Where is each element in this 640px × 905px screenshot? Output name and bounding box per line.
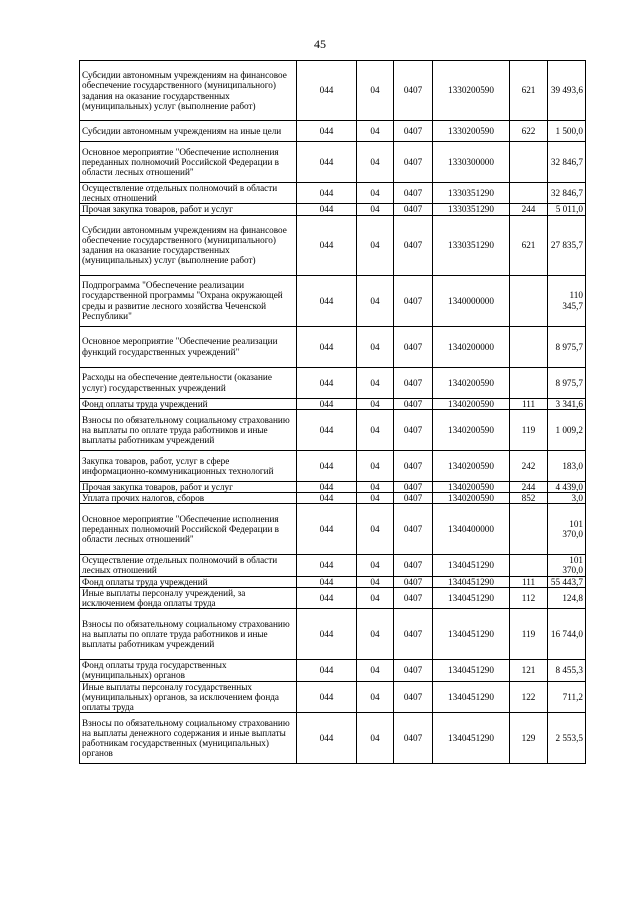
expense-name: Уплата прочих налогов, сборов <box>80 493 297 504</box>
subsection-code: 0407 <box>394 681 433 713</box>
subsection-code: 0407 <box>394 142 433 183</box>
subsection-code: 0407 <box>394 555 433 576</box>
subsection-code: 0407 <box>394 204 433 215</box>
expense-name: Фонд оплаты труда учреждений <box>80 398 297 409</box>
section-code: 04 <box>357 450 394 481</box>
amount: 101 370,0 <box>548 504 586 555</box>
amount: 8 975,7 <box>548 367 586 398</box>
target-article-code: 1340451290 <box>433 609 510 660</box>
table-row <box>80 204 586 215</box>
subsection-code: 0407 <box>394 493 433 504</box>
table-row <box>80 493 586 504</box>
expense-type-code: 119 <box>510 609 548 660</box>
expense-type-code <box>510 142 548 183</box>
section-code: 04 <box>357 713 394 764</box>
amount: 183,0 <box>548 450 586 481</box>
expense-type-code <box>510 555 548 576</box>
ministry-code: 044 <box>297 555 357 576</box>
ministry-code: 044 <box>297 409 357 450</box>
expense-type-code: 622 <box>510 121 548 142</box>
subsection-code: 0407 <box>394 409 433 450</box>
ministry-code: 044 <box>297 204 357 215</box>
section-code: 04 <box>357 504 394 555</box>
subsection-code: 0407 <box>394 61 433 121</box>
table-row <box>80 183 586 204</box>
target-article-code: 1340200000 <box>433 326 510 367</box>
expense-type-code <box>510 183 548 204</box>
subsection-code: 0407 <box>394 367 433 398</box>
section-code: 04 <box>357 398 394 409</box>
amount: 101 370,0 <box>548 555 586 576</box>
table-row <box>80 481 586 492</box>
section-code: 04 <box>357 493 394 504</box>
subsection-code: 0407 <box>394 609 433 660</box>
expense-type-code: 111 <box>510 398 548 409</box>
expense-name: Закупка товаров, работ, услуг в сфере информационно-коммуникационных технологий <box>80 450 297 481</box>
ministry-code: 044 <box>297 587 357 608</box>
amount: 711,2 <box>548 681 586 713</box>
expense-type-code <box>510 504 548 555</box>
expense-type-code: 242 <box>510 450 548 481</box>
expense-name: Взносы по обязательному социальному страхованию на выплаты по оплате труда работников и иные выплаты работникам учреждений <box>80 609 297 660</box>
amount: 39 493,6 <box>548 61 586 121</box>
table-row <box>80 609 586 660</box>
expense-name: Субсидии автономным учреждениям на иные цели <box>80 121 297 142</box>
table-row <box>80 504 586 555</box>
budget-table <box>79 60 586 764</box>
amount: 3 341,6 <box>548 398 586 409</box>
ministry-code: 044 <box>297 493 357 504</box>
table-row <box>80 275 586 326</box>
section-code: 04 <box>357 409 394 450</box>
expense-name: Субсидии автономным учреждениям на финансовое обеспечение государственного (муниципального) задания на оказание государственных (муниципальных) услуг (выполнение работ) <box>80 61 297 121</box>
subsection-code: 0407 <box>394 576 433 587</box>
expense-name: Основное мероприятие "Обеспечение исполнения переданных полномочий Российской Федерации в области лесных отношений" <box>80 142 297 183</box>
ministry-code: 044 <box>297 504 357 555</box>
amount: 1 009,2 <box>548 409 586 450</box>
target-article-code: 1340200590 <box>433 409 510 450</box>
target-article-code: 1340451290 <box>433 713 510 764</box>
target-article-code: 1330200590 <box>433 61 510 121</box>
target-article-code: 1330300000 <box>433 142 510 183</box>
section-code: 04 <box>357 555 394 576</box>
subsection-code: 0407 <box>394 660 433 681</box>
section-code: 04 <box>357 326 394 367</box>
expense-name: Прочая закупка товаров, работ и услуг <box>80 204 297 215</box>
table-row <box>80 367 586 398</box>
amount: 5 011,0 <box>548 204 586 215</box>
ministry-code: 044 <box>297 481 357 492</box>
ministry-code: 044 <box>297 713 357 764</box>
amount: 3,0 <box>548 493 586 504</box>
expense-type-code <box>510 275 548 326</box>
table-row <box>80 215 586 275</box>
ministry-code: 044 <box>297 142 357 183</box>
section-code: 04 <box>357 681 394 713</box>
ministry-code: 044 <box>297 183 357 204</box>
amount: 8 975,7 <box>548 326 586 367</box>
target-article-code: 1340200590 <box>433 481 510 492</box>
subsection-code: 0407 <box>394 121 433 142</box>
subsection-code: 0407 <box>394 504 433 555</box>
table-row <box>80 587 586 608</box>
amount: 32 846,7 <box>548 183 586 204</box>
expense-name: Основное мероприятие "Обеспечение реализации функций государственных учреждений" <box>80 326 297 367</box>
page-number: 45 <box>314 37 326 51</box>
ministry-code: 044 <box>297 215 357 275</box>
target-article-code: 1330351290 <box>433 204 510 215</box>
ministry-code: 044 <box>297 326 357 367</box>
target-article-code: 1340200590 <box>433 367 510 398</box>
target-article-code: 1330200590 <box>433 121 510 142</box>
amount: 27 835,7 <box>548 215 586 275</box>
subsection-code: 0407 <box>394 326 433 367</box>
target-article-code: 1330351290 <box>433 183 510 204</box>
section-code: 04 <box>357 587 394 608</box>
subsection-code: 0407 <box>394 215 433 275</box>
table-row <box>80 61 586 121</box>
expense-name: Расходы на обеспечение деятельности (оказание услуг) государственных учреждений <box>80 367 297 398</box>
ministry-code: 044 <box>297 121 357 142</box>
table-row <box>80 450 586 481</box>
expense-type-code: 621 <box>510 61 548 121</box>
expense-type-code: 121 <box>510 660 548 681</box>
expense-type-code: 852 <box>510 493 548 504</box>
target-article-code: 1340000000 <box>433 275 510 326</box>
expense-type-code: 111 <box>510 576 548 587</box>
amount: 1 500,0 <box>548 121 586 142</box>
amount: 2 553,5 <box>548 713 586 764</box>
expense-name: Осуществление отдельных полномочий в области лесных отношений <box>80 555 297 576</box>
expense-type-code: 129 <box>510 713 548 764</box>
amount: 55 443,7 <box>548 576 586 587</box>
expense-type-code: 112 <box>510 587 548 608</box>
table-row <box>80 121 586 142</box>
target-article-code: 1340451290 <box>433 587 510 608</box>
ministry-code: 044 <box>297 450 357 481</box>
expense-type-code <box>510 367 548 398</box>
target-article-code: 1340200590 <box>433 398 510 409</box>
ministry-code: 044 <box>297 398 357 409</box>
section-code: 04 <box>357 481 394 492</box>
expense-name: Иные выплаты персоналу государственных (муниципальных) органов, за исключением фонда оплаты труда <box>80 681 297 713</box>
section-code: 04 <box>357 576 394 587</box>
amount: 32 846,7 <box>548 142 586 183</box>
section-code: 04 <box>357 61 394 121</box>
amount: 124,8 <box>548 587 586 608</box>
amount: 16 744,0 <box>548 609 586 660</box>
target-article-code: 1340451290 <box>433 660 510 681</box>
table-row <box>80 409 586 450</box>
expense-name: Прочая закупка товаров, работ и услуг <box>80 481 297 492</box>
target-article-code: 1340451290 <box>433 576 510 587</box>
target-article-code: 1330351290 <box>433 215 510 275</box>
table-row <box>80 660 586 681</box>
table-row <box>80 398 586 409</box>
subsection-code: 0407 <box>394 450 433 481</box>
subsection-code: 0407 <box>394 587 433 608</box>
section-code: 04 <box>357 609 394 660</box>
expense-type-code: 244 <box>510 481 548 492</box>
ministry-code: 044 <box>297 681 357 713</box>
section-code: 04 <box>357 275 394 326</box>
expense-type-code: 621 <box>510 215 548 275</box>
subsection-code: 0407 <box>394 398 433 409</box>
target-article-code: 1340200590 <box>433 493 510 504</box>
expense-name: Фонд оплаты труда учреждений <box>80 576 297 587</box>
target-article-code: 1340400000 <box>433 504 510 555</box>
expense-type-code: 119 <box>510 409 548 450</box>
expense-name: Взносы по обязательному социальному страхованию на выплаты по оплате труда работников и иные выплаты работникам учреждений <box>80 409 297 450</box>
target-article-code: 1340451290 <box>433 555 510 576</box>
expense-name: Фонд оплаты труда государственных (муниципальных) органов <box>80 660 297 681</box>
table-row <box>80 576 586 587</box>
amount: 110 345,7 <box>548 275 586 326</box>
subsection-code: 0407 <box>394 713 433 764</box>
expense-type-code: 244 <box>510 204 548 215</box>
amount: 4 439,0 <box>548 481 586 492</box>
expense-name: Субсидии автономным учреждениям на финансовое обеспечение государственного (муниципального) задания на оказание государственных (муниципальных) услуг (выполнение работ) <box>80 215 297 275</box>
table-row <box>80 713 586 764</box>
section-code: 04 <box>357 142 394 183</box>
subsection-code: 0407 <box>394 481 433 492</box>
section-code: 04 <box>357 121 394 142</box>
table-row <box>80 142 586 183</box>
ministry-code: 044 <box>297 660 357 681</box>
ministry-code: 044 <box>297 609 357 660</box>
ministry-code: 044 <box>297 275 357 326</box>
section-code: 04 <box>357 215 394 275</box>
amount: 8 455,3 <box>548 660 586 681</box>
ministry-code: 044 <box>297 61 357 121</box>
expense-type-code <box>510 326 548 367</box>
subsection-code: 0407 <box>394 183 433 204</box>
expense-type-code: 122 <box>510 681 548 713</box>
section-code: 04 <box>357 660 394 681</box>
subsection-code: 0407 <box>394 275 433 326</box>
target-article-code: 1340200590 <box>433 450 510 481</box>
expense-name: Иные выплаты персоналу учреждений, за исключением фонда оплаты труда <box>80 587 297 608</box>
expense-name: Основное мероприятие "Обеспечение исполнения переданных полномочий Российской Федерации в области лесных отношений" <box>80 504 297 555</box>
section-code: 04 <box>357 367 394 398</box>
section-code: 04 <box>357 204 394 215</box>
table-row <box>80 555 586 576</box>
expense-name: Подпрограмма "Обеспечение реализации государственной программы "Охрана окружающей среды и развитие лесного хозяйства Чеченской Республики" <box>80 275 297 326</box>
ministry-code: 044 <box>297 367 357 398</box>
ministry-code: 044 <box>297 576 357 587</box>
section-code: 04 <box>357 183 394 204</box>
table-row <box>80 326 586 367</box>
target-article-code: 1340451290 <box>433 681 510 713</box>
table-row <box>80 681 586 713</box>
expense-name: Взносы по обязательному социальному страхованию на выплаты денежного содержания и иные выплаты работникам государственных (муниципальных) органов <box>80 713 297 764</box>
expense-name: Осуществление отдельных полномочий в области лесных отношений <box>80 183 297 204</box>
